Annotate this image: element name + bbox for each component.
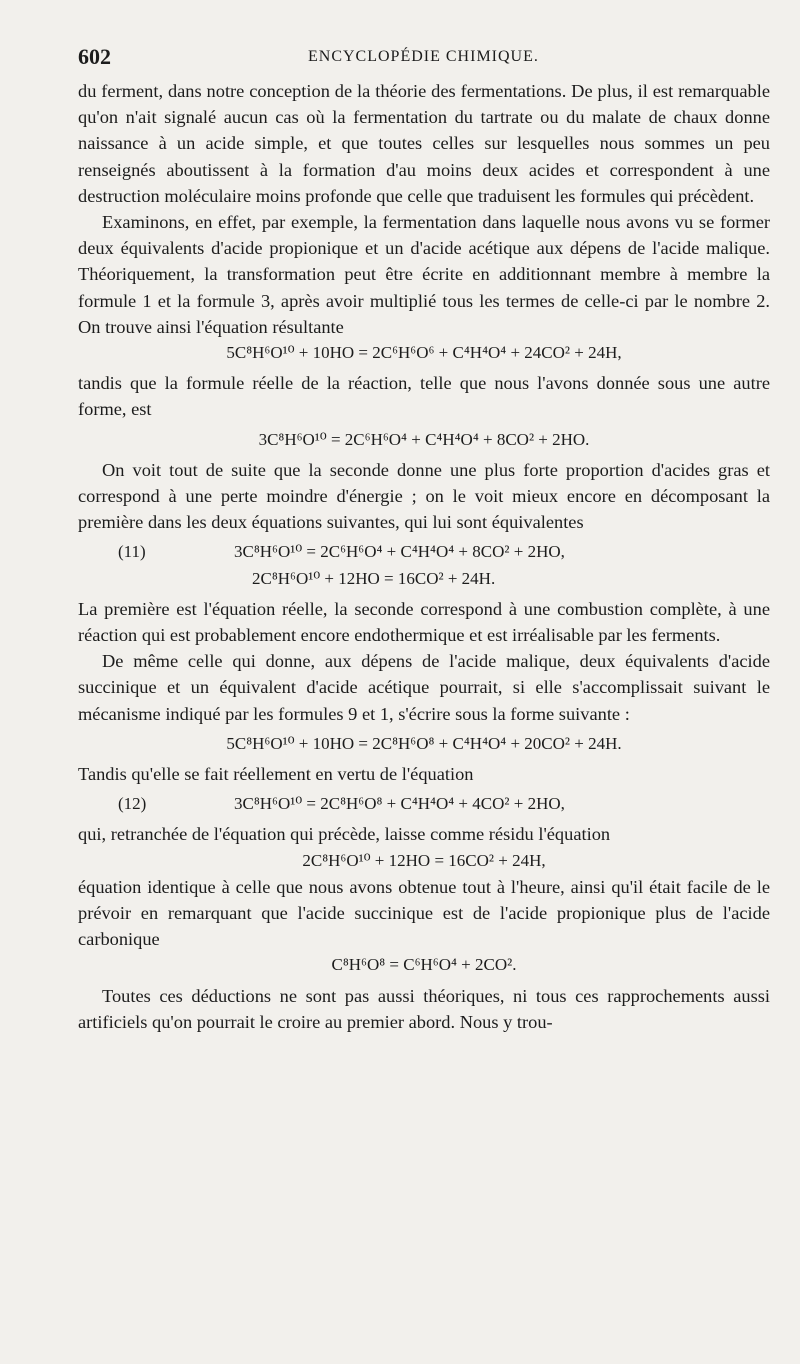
equation-11-formula-1: 3C⁸H⁶O¹⁰ = 2C⁶H⁶O⁴ + C⁴H⁴O⁴ + 8CO² + 2HO,	[234, 542, 565, 562]
page-number: 602	[78, 44, 111, 69]
paragraph-6: De même celle qui donne, aux dépens de l'acide malique, deux équivalents d'acide succinique et un équivalent d'acide acétique pourrait, si elle s'accomplissait suivant le mécanisme indiqué par les formules 9 et 1, s'écrire sous la forme suivante :	[78, 651, 770, 724]
running-title: ENCYCLOPÉDIE CHIMIQUE.	[308, 48, 539, 65]
equation-12-line	[78, 791, 770, 817]
equation-11-number: (11)	[118, 542, 146, 562]
equation-12-formula: 3C⁸H⁶O¹⁰ = 2C⁸H⁶O⁸ + C⁴H⁴O⁴ + 4CO² + 2HO,	[234, 794, 565, 814]
running-head	[78, 44, 770, 72]
equation-11-line-1	[78, 539, 770, 565]
equation-succinic-propionic: C⁸H⁶O⁸ = C⁶H⁶O⁴ + 2CO².	[331, 955, 517, 975]
paragraph-4: On voit tout de suite que la seconde donne une plus forte proportion d'acides gras et correspond à une perte moindre d'énergie ; on le voit mieux encore en décomposant la première dans les deux équations suivantes, qui lui sont équivalentes	[78, 459, 770, 533]
equation-total-theoretical: 5C⁸H⁶O¹⁰ + 10HO = 2C⁶H⁶O⁶ + C⁴H⁴O⁴ + 24CO² + 24H,	[226, 343, 622, 363]
equation-real-reaction: 3C⁸H⁶O¹⁰ = 2C⁶H⁶O⁴ + C⁴H⁴O⁴ + 8CO² + 2HO.	[258, 429, 590, 449]
paragraph-2: Examinons, en effet, par exemple, la fermentation dans laquelle nous avons vu se former deux équivalents d'acide propionique et un d'acide acétique aux dépens de l'acide malique. Théoriquement, la transformation peut être écrite en additionnant membre à membre la formule 1 et la formule 3, après avoir multiplié tous les termes de celle-ci par le nombre 2. On trouve ainsi l'équation résultante	[78, 212, 770, 337]
paragraph-1: du ferment, dans notre conception de la théorie des fermentations. De plus, il est remarquable qu'on n'ait signalé aucun cas où la fermentation du tartrate ou du malate de chaux donne naissance à un acide simple, et que toutes celles sur lesquelles nous sommes un peu renseignés aboutissent à la formation d'au moins deux acides et correspondent à une destruction moléculaire moins profonde que celle que traduisent les formules qui précèdent.	[78, 81, 770, 206]
paragraph-5: La première est l'équation réelle, la seconde correspond à une combustion complète, à une réaction qui est probablement encore endothermique et est irréalisable par les ferments.	[78, 598, 770, 646]
paragraph-9: équation identique à celle que nous avons obtenue tout à l'heure, ainsi qu'il était facile de le prévoir en remarquant que l'acide succinique est de l'acide propionique plus de l'acide carbonique	[78, 876, 770, 950]
paragraph-3: tandis que la formule réelle de la réaction, telle que nous l'avons donnée sous une autre forme, est	[78, 373, 770, 420]
equation-12-number: (12)	[118, 794, 147, 814]
equation-residue: 2C⁸H⁶O¹⁰ + 12HO = 16CO² + 24H,	[302, 850, 546, 870]
equation-succinic-theoretical: 5C⁸H⁶O¹⁰ + 10HO = 2C⁸H⁶O⁸ + C⁴H⁴O⁴ + 20CO² + 24H.	[226, 733, 622, 753]
paragraph-7: Tandis qu'elle se fait réellement en vertu de l'équation	[78, 764, 474, 785]
equation-11-formula-2: 2C⁸H⁶O¹⁰ + 12HO = 16CO² + 24H.	[252, 568, 496, 588]
paragraph-8: qui, retranchée de l'équation qui précède, laisse comme résidu l'équation	[78, 824, 611, 845]
equation-11-line-2	[78, 566, 770, 592]
paragraph-10: Toutes ces déductions ne sont pas aussi théoriques, ni tous ces rapprochements aussi artificiels qu'on pourrait le croire au premier abord. Nous y trou-	[78, 985, 770, 1032]
